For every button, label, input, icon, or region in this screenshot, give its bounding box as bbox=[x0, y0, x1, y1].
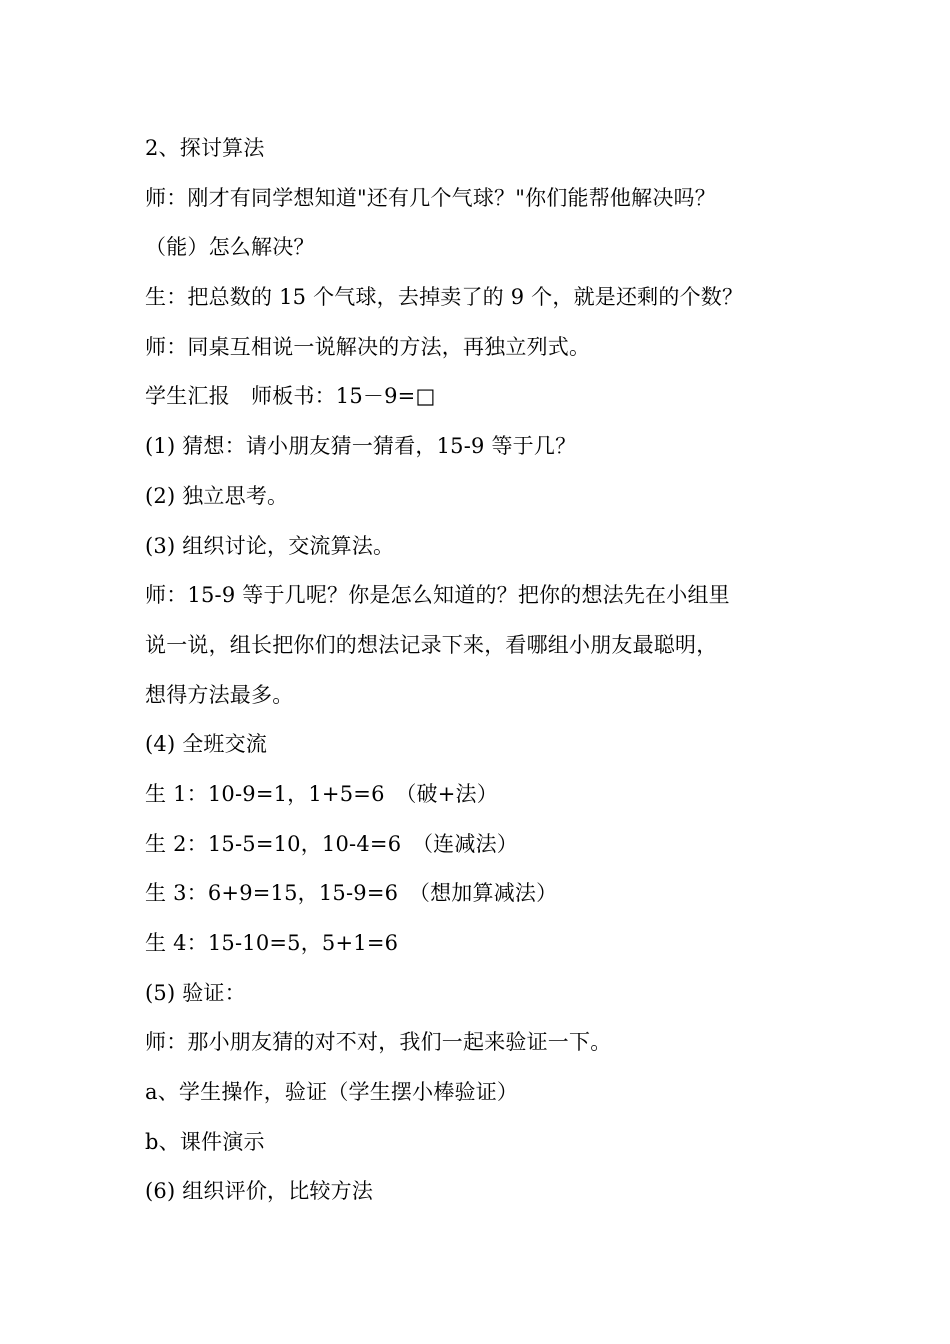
paragraph-line: 说一说，组长把你们的想法记录下来，看哪组小朋友最聪明， bbox=[145, 632, 718, 657]
section-heading: 2、探讨算法 bbox=[145, 136, 265, 160]
list-item: (2) 独立思考。 bbox=[145, 483, 289, 508]
paragraph-line: 生 3：6+9=15，15-9=6 （想加算减法） bbox=[145, 881, 558, 906]
paragraph-line: 生 2：15-5=10，10-4=6 （连减法） bbox=[145, 831, 518, 856]
paragraph-line: 想得方法最多。 bbox=[145, 682, 294, 707]
paragraph-line: 师：15-9 等于几呢？你是怎么知道的？把你的想法先在小组里 bbox=[145, 583, 730, 608]
list-item: (4) 全班交流 bbox=[145, 732, 268, 757]
paragraph-line: 生 1：10-9=1，1+5=6 （破+法） bbox=[145, 781, 498, 806]
paragraph-line: 师：那小朋友猜的对不对，我们一起来验证一下。 bbox=[145, 1030, 612, 1055]
paragraph-line: （能）怎么解决？ bbox=[145, 235, 315, 260]
paragraph-line: 师：同桌互相说一说解决的方法，再独立列式。 bbox=[145, 334, 591, 359]
paragraph-line: 生：把总数的 15 个气球，去掉卖了的 9 个，就是还剩的个数？ bbox=[145, 285, 744, 310]
paragraph-line: 生 4：15-10=5，5+1=6 bbox=[145, 931, 399, 955]
list-item: (3) 组织讨论，交流算法。 bbox=[145, 533, 395, 558]
list-item: (1) 猜想：请小朋友猜一猜看，15-9 等于几？ bbox=[145, 434, 577, 459]
paragraph-line: 学生汇报 师板书：15－9=□ bbox=[145, 384, 436, 409]
paragraph-line: 师：刚才有同学想知道"还有几个气球？"你们能帮他解决吗？ bbox=[145, 185, 716, 210]
list-item: (5) 验证： bbox=[145, 980, 246, 1005]
list-item: (6) 组织评价，比较方法 bbox=[145, 1179, 374, 1204]
paragraph-line: a、学生操作，验证（学生摆小棒验证） bbox=[145, 1080, 519, 1105]
paragraph-line: b、课件演示 bbox=[145, 1129, 265, 1154]
document-body bbox=[145, 124, 825, 1217]
